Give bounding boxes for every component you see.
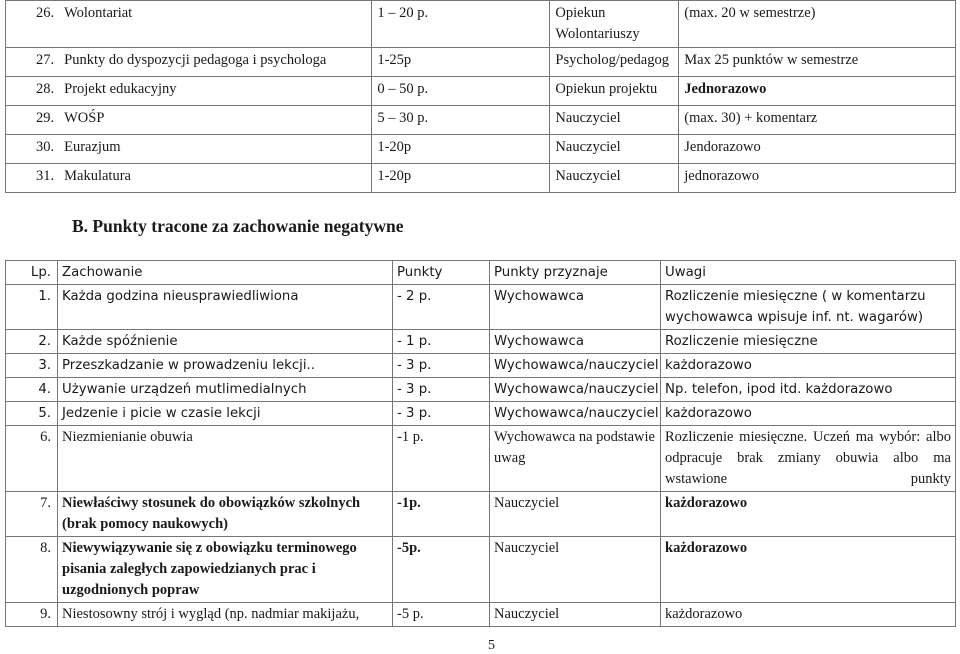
row-behavior: Każda godzina nieusprawiedliwiona [58,285,393,330]
row-behavior: Niewywiązywanie się z obowiązku terminowego pisania zaległych zapowiedzianych prac i uzgodnionych popraw [58,537,393,603]
row-notes: Max 25 punktów w semestrze [679,48,956,77]
table-row [6,106,956,135]
row-awarder: Nauczyciel [490,537,661,603]
row-notes: jednorazowo [679,164,956,193]
row-awarder: Wychowawca/nauczyciel [490,354,661,378]
row-title: Wolontariat [64,5,133,21]
row-number: 31. [36,168,55,184]
row-number: 26. [36,5,55,21]
table-row [6,603,956,627]
section-b-heading: B. Punkty tracone za zachowanie negatywne [72,216,404,236]
table-row [6,402,956,426]
row-notes: każdorazowo [661,537,956,603]
positive-points-table [5,0,956,193]
table-row [6,378,956,402]
row-behavior: Używanie urządzeń mutlimedialnych [58,378,393,402]
row-points: -5 p. [393,603,490,627]
row-notes: Jendorazowo [679,135,956,164]
row-number: 9. [6,603,58,627]
table-row [6,492,956,537]
row-points: 1-20p [372,164,550,193]
row-points: 1-20p [372,135,550,164]
row-awarder: Wychowawca/nauczyciel [490,378,661,402]
row-behavior: Niestosowny strój i wygląd (np. nadmiar makijażu, [58,603,393,627]
row-behavior: Każde spóźnienie [58,330,393,354]
row-points: - 3 p. [393,378,490,402]
table-row [6,330,956,354]
row-awarder: Wychowawca/nauczyciel [490,402,661,426]
table-row [6,537,956,603]
row-points: -1p. [393,492,490,537]
row-name [6,48,372,77]
row-awarder: Wychowawca [490,330,661,354]
row-points: -1 p. [393,426,490,492]
row-notes: (max. 30) + komentarz [679,106,956,135]
row-awarder: Nauczyciel [550,135,679,164]
row-number: 27. [36,52,55,68]
row-number: 6. [6,426,58,492]
row-title: Punkty do dyspozycji pedagoga i psychologa [64,52,327,68]
row-awarder: Psycholog/pedagog [550,48,679,77]
row-behavior: Jedzenie i picie w czasie lekcji [58,402,393,426]
table-row [6,285,956,330]
row-points: - 1 p. [393,330,490,354]
row-notes: Rozliczenie miesięczne. Uczeń ma wybór: albo odpracuje brak zmiany obuwia albo ma wstawione punkty [661,426,956,492]
table-row [6,354,956,378]
row-points: -5p. [393,537,490,603]
row-notes: (max. 20 w semestrze) [679,1,956,48]
row-notes: każdorazowo [661,492,956,537]
row-notes: Np. telefon, ipod itd. każdorazowo [661,378,956,402]
row-points: - 2 p. [393,285,490,330]
row-number: 30. [36,139,55,155]
header-who: Punkty przyznaje [490,261,661,285]
row-points: 5 – 30 p. [372,106,550,135]
row-points: - 3 p. [393,402,490,426]
row-awarder: Nauczyciel [490,492,661,537]
row-number: 3. [6,354,58,378]
row-number: 7. [6,492,58,537]
row-name [6,1,372,48]
row-awarder: Wychowawca [490,285,661,330]
row-behavior: Niezmienianie obuwia [58,426,393,492]
row-awarder: Opiekun Wolontariuszy [550,1,679,48]
row-number: 28. [36,81,55,97]
row-number: 8. [6,537,58,603]
row-number: 2. [6,330,58,354]
page-number: 5 [488,638,495,653]
row-notes: Rozliczenie miesięczne ( w komentarzu wychowawca wpisuje inf. nt. wagarów) [661,285,956,330]
row-awarder: Nauczyciel [490,603,661,627]
row-awarder: Wychowawca na podstawie uwag [490,426,661,492]
row-title: WOŚP [64,110,105,126]
row-number: 4. [6,378,58,402]
table-row [6,426,956,492]
row-name [6,106,372,135]
row-name [6,135,372,164]
row-awarder: Opiekun projektu [550,77,679,106]
row-name [6,164,372,193]
header-notes: Uwagi [661,261,956,285]
row-points: - 3 p. [393,354,490,378]
row-title: Eurazjum [64,139,121,155]
table-row [6,48,956,77]
row-awarder: Nauczyciel [550,106,679,135]
row-title: Makulatura [64,168,131,184]
row-number: 29. [36,110,55,126]
row-notes: każdorazowo [661,354,956,378]
table-row [6,164,956,193]
row-behavior: Niewłaściwy stosunek do obowiązków szkolnych (brak pomocy naukowych) [58,492,393,537]
row-name [6,77,372,106]
table-row [6,135,956,164]
row-title: Projekt edukacyjny [64,81,177,97]
table-row [6,77,956,106]
row-behavior: Przeszkadzanie w prowadzeniu lekcji.. [58,354,393,378]
header-lp: Lp. [6,261,58,285]
row-notes: Jednorazowo [679,77,956,106]
header-points: Punkty [393,261,490,285]
row-points: 1 – 20 p. [372,1,550,48]
row-notes: każdorazowo [661,402,956,426]
row-number: 5. [6,402,58,426]
header-behavior: Zachowanie [58,261,393,285]
row-points: 0 – 50 p. [372,77,550,106]
row-awarder: Nauczyciel [550,164,679,193]
row-number: 1. [6,285,58,330]
table-row [6,1,956,48]
negative-points-table [5,260,956,627]
row-points: 1-25p [372,48,550,77]
table-header-row [6,261,956,285]
row-notes: Rozliczenie miesięczne [661,330,956,354]
row-notes: każdorazowo [661,603,956,627]
